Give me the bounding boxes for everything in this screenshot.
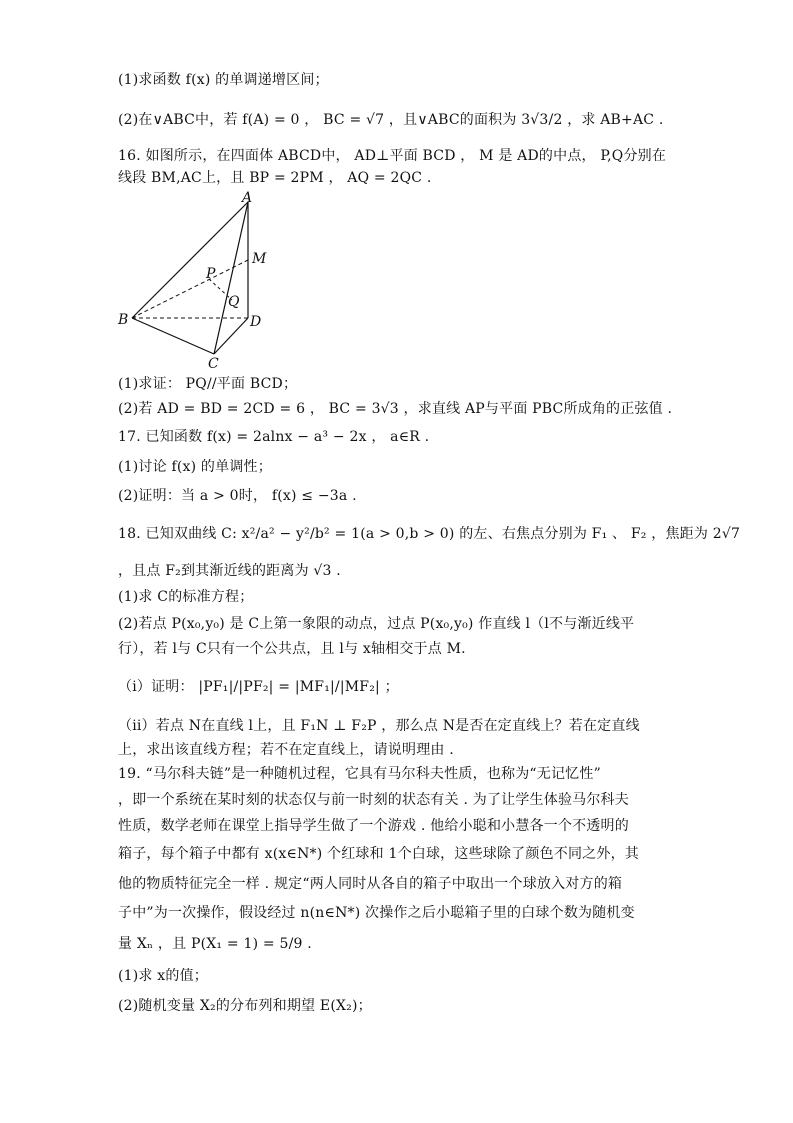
q17-part1: (1)讨论 f(x) 的单调性；	[118, 459, 272, 475]
edge-cd	[214, 318, 248, 354]
q19-stem-line1: 19. “马尔科夫链”是一种随机过程，它具有马尔科夫性质，也称为“无记忆性”	[118, 766, 601, 782]
q19-stem-line6: 子中”为一次操作，假设经过 n(n∈N*) 次操作之后小聪箱子里的白球个数为随机变	[118, 905, 635, 921]
q16-stem-line2: 线段 BM,AC上，且 BP = 2PM ， AQ = 2QC .	[118, 170, 432, 186]
edge-ac	[214, 202, 248, 354]
q16-stem-line1: 16. 如图所示，在四面体 ABCD中， AD⊥平面 BCD ， M 是 AD的中点， P,Q分别在	[118, 148, 667, 164]
label-c: C	[208, 356, 219, 370]
label-m: M	[252, 251, 267, 267]
q19-part2: (2)随机变量 X₂的分布列和期望 E(X₂)；	[118, 998, 372, 1014]
label-b: B	[118, 312, 129, 328]
q15-part1: (1)求函数 f(x) 的单调递增区间；	[118, 72, 329, 88]
q17-stem: 17. 已知函数 f(x) = 2alnx − a³ − 2x ， a∈R .	[118, 429, 430, 445]
q18-stem-line1: 18. 已知双曲线 C: x²/a² − y²/b² = 1(a > 0,b > 0) 的左、右焦点分别为 F₁ 、 F₂ ，焦距为 2√7	[118, 526, 741, 542]
q19-stem-line4: 箱子，每个箱子中都有 x(x∈N*) 个红球和 1个白球，这些球除了颜色不同之外，其	[118, 846, 639, 862]
q18-part2-i: （i）证明： |PF₁|/|PF₂| = |MF₁|/|MF₂| ；	[118, 679, 399, 695]
label-q: Q	[228, 294, 240, 310]
q15-part2: (2)在∨ABC中，若 f(A) = 0 ， BC = √7 ，且∨ABC的面积为 3√3/2 ，求 AB+AC .	[118, 112, 664, 128]
label-d: D	[250, 314, 262, 330]
q19-stem-line7: 量 Xₙ ，且 P(X₁ = 1) = 5/9 .	[118, 936, 312, 952]
q16-part2: (2)若 AD = BD = 2CD = 6 ， BC = 3√3 ，求直线 AP与平面 PBC所成角的正弦值 .	[118, 401, 673, 417]
edge-bc	[132, 318, 214, 354]
q18-part2-ii-line2: 上，求出该直线方程；若不在定直线上，请说明理由 .	[118, 742, 454, 758]
q17-part2: (2)证明：当 a > 0时， f(x) ≤ −3a .	[118, 488, 357, 504]
q19-stem-line2: ，即一个系统在某时刻的状态仅与前一时刻的状态有关 . 为了让学生体验马尔科夫	[118, 792, 629, 808]
q19-stem-line5: 他的物质特征完全一样 . 规定“两人同时从各自的箱子中取出一个球放入对方的箱	[118, 876, 623, 892]
q18-stem-line2: ，且点 F₂到其渐近线的距离为 √3 .	[118, 563, 341, 579]
label-p: P	[206, 266, 216, 282]
label-a: A	[242, 190, 253, 206]
q18-part2-line1: (2)若点 P(x₀,y₀) 是 C上第一象限的动点，过点 P(x₀,y₀) 作直线 l（l不与渐近线平	[118, 616, 635, 632]
q19-part1: (1)求 x的值；	[118, 968, 208, 984]
q18-part1: (1)求 C的标准方程；	[118, 589, 254, 605]
q16-part1: (1)求证： PQ//平面 BCD；	[118, 376, 298, 392]
tetrahedron-figure	[112, 190, 272, 370]
q18-part2-line2: 行），若 l与 C只有一个公共点，且 l与 x轴相交于点 M.	[118, 641, 466, 657]
q19-stem-line3: 性质，数学老师在课堂上指导学生做了一个游戏 . 他给小聪和小慧各一个不透明的	[118, 818, 629, 834]
q18-part2-ii-line1: （ii）若点 N在直线 l上，且 F₁N ⊥ F₂P ，那么点 N是否在定直线上？若在定直线	[118, 718, 640, 734]
